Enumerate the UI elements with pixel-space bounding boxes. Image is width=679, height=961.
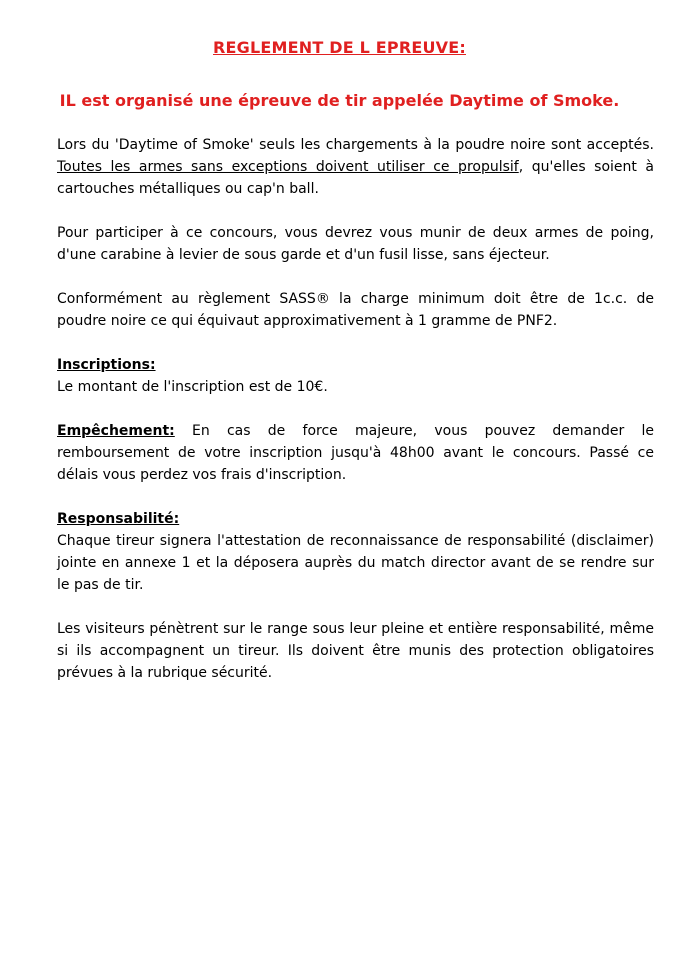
section-inscriptions (57, 354, 654, 398)
paragraph-powder-rule-text-a: Lors du 'Daytime of Smoke' seuls les chargements à la poudre noire sont acceptés. (57, 137, 654, 153)
page-title: REGLEMENT DE L EPREUVE: (213, 38, 466, 57)
paragraph-powder-rule-underlined: Toutes les armes sans exceptions doivent utiliser ce propulsif (57, 159, 519, 175)
responsabilite-text: Chaque tireur signera l'attestation de reconnaissance de responsabilité (disclaimer) jointe en annexe 1 et la déposera auprès du match director avant de se rendre sur le pas de tir. (57, 533, 654, 593)
paragraph-charge: Conformément au règlement SASS® la charge minimum doit être de 1c.c. de poudre noire ce qui équivaut approximativement à 1 gramme de PNF2. (57, 291, 654, 329)
section-responsabilite (57, 508, 654, 596)
paragraph-visiteurs: Les visiteurs pénètrent sur le range sous leur pleine et entière responsabilité, même si ils accompagnent un tireur. Ils doivent être munis des protection obligatoires prévues à la rubrique sécurité. (57, 621, 654, 681)
inscriptions-text: Le montant de l'inscription est de 10€. (57, 379, 328, 395)
section-empechement (57, 420, 654, 486)
responsabilite-heading: Responsabilité: (57, 511, 180, 527)
page-subtitle: IL est organisé une épreuve de tir appelée Daytime of Smoke. (59, 91, 620, 110)
paragraph-weapons: Pour participer à ce concours, vous devrez vous munir de deux armes de poing, d'une carabine à levier de sous garde et d'un fusil lisse, sans éjecteur. (57, 225, 654, 263)
empechement-text: En cas de force majeure, vous pouvez demander le remboursement de votre inscription jusqu'à 48h00 avant le concours. Passé ce délais vous perdez vos frais d'inscription. (57, 423, 654, 483)
document-body (57, 134, 654, 706)
empechement-heading: Empêchement: (57, 423, 175, 439)
paragraph-powder-rule-text-b: , qu'elles soient à cartouches métalliques ou cap'n ball. (57, 159, 654, 197)
inscriptions-heading: Inscriptions: (57, 357, 156, 373)
paragraph-powder-rule (57, 134, 654, 200)
